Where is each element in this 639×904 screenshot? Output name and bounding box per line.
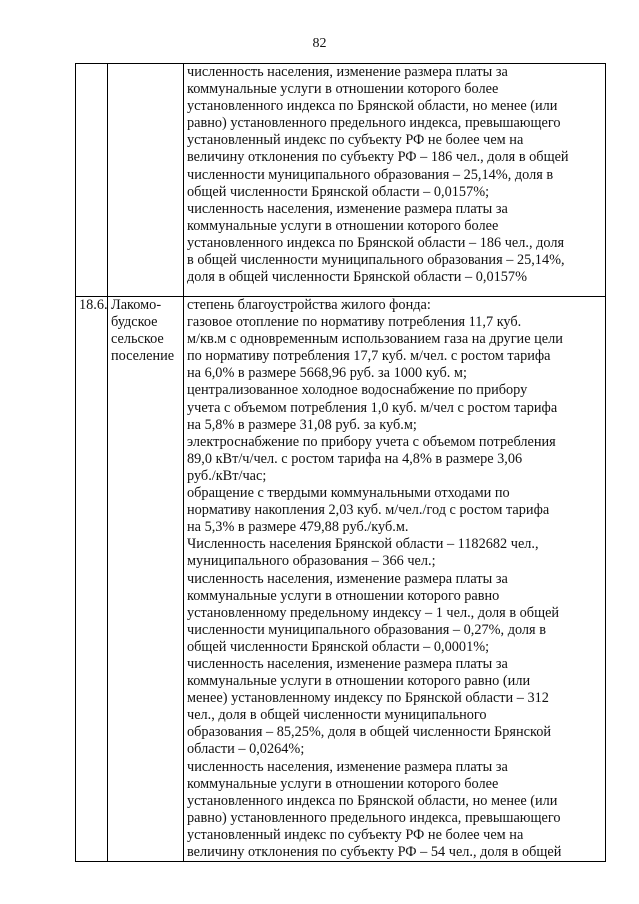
text-line: на 5,8% в размере 31,08 руб. за куб.м; xyxy=(187,416,417,433)
text-line: области – 0,0264%; xyxy=(187,741,305,758)
table-row xyxy=(76,64,606,297)
text-line: 89,0 кВт/ч/чел. с ростом тарифа на 4,8% в размере 3,06 xyxy=(187,450,523,467)
municipality-name-line: поселение xyxy=(111,348,175,365)
text-line: численность населения, изменение размера платы за xyxy=(187,64,508,80)
page-number: 82 xyxy=(312,36,327,51)
text-line: установленный индекс по субъекту РФ не более чем на xyxy=(187,132,524,149)
text-line: численность населения, изменение размера платы за xyxy=(187,758,508,775)
municipality-name-line: сельское xyxy=(111,331,164,348)
text-line: общей численности Брянской области – 0,0001%; xyxy=(187,638,490,655)
text-line: электроснабжение по прибору учета с объемом потребления xyxy=(187,433,556,450)
text-line: численность населения, изменение размера платы за xyxy=(187,570,508,587)
text-line: установленный индекс по субъекту РФ не более чем на xyxy=(187,826,524,843)
text-line: равно) установленного предельного индекса, превышающего xyxy=(187,115,561,132)
text-line: величину отклонения по субъекту РФ – 186 чел., доля в общей xyxy=(187,149,569,166)
document-table xyxy=(75,63,606,862)
text-line: нормативу накопления 2,03 куб. м/чел./год с ростом тарифа xyxy=(187,502,550,519)
text-line: общей численности Брянской области – 0,0157%; xyxy=(187,183,490,200)
table-row xyxy=(76,297,606,862)
text-line: учета с объемом потребления 1,0 куб. м/чел с ростом тарифа xyxy=(187,399,558,416)
text-line: централизованное холодное водоснабжение по прибору xyxy=(187,382,528,399)
text-line: по нормативу потребления 17,7 куб. м/чел. с ростом тарифа xyxy=(187,348,551,365)
text-line: на 5,3% в размере 479,88 руб./куб.м. xyxy=(187,519,409,536)
text-line: Численность населения Брянской области – 1182682 чел., xyxy=(187,536,539,553)
text-line: руб./кВт/час; xyxy=(187,467,267,484)
text-line: муниципального образования – 366 чел.; xyxy=(187,553,436,570)
text-line: численности муниципального образования – 25,14%, доля в xyxy=(187,166,554,183)
text-line: менее) установленному индексу по Брянской области – 312 xyxy=(187,690,549,707)
text-line: обращение с твердыми коммунальными отходами по xyxy=(187,485,510,502)
text-line: установленному предельному индексу – 1 чел., доля в общей xyxy=(187,604,560,621)
text-line: доля в общей численности Брянской области – 0,0157% xyxy=(187,269,527,286)
text-line: степень благоустройства жилого фонда: xyxy=(187,297,431,313)
text-line: чел., доля в общей численности муниципального xyxy=(187,707,487,724)
text-line: равно) установленного предельного индекса, превышающего xyxy=(187,809,561,826)
text-line: установленного индекса по Брянской области – 186 чел., доля xyxy=(187,234,565,251)
text-line: установленного индекса по Брянской области, но менее (или xyxy=(187,792,558,809)
text-line: в общей численности муниципального образования – 25,14%, xyxy=(187,252,565,269)
text-line: численность населения, изменение размера платы за xyxy=(187,200,508,217)
text-line: коммунальные услуги в отношении которого более xyxy=(187,775,499,792)
text-line: коммунальные услуги в отношении которого равно (или xyxy=(187,673,531,690)
municipality-name-cell xyxy=(108,297,184,862)
municipality-name-line: будское xyxy=(111,314,158,331)
description-cell xyxy=(184,297,606,862)
text-line: коммунальные услуги в отношении которого равно xyxy=(187,587,500,604)
text-line: коммунальные услуги в отношении которого более xyxy=(187,217,499,234)
text-line: коммунальные услуги в отношении которого более xyxy=(187,81,499,98)
text-line: величину отклонения по субъекту РФ – 54 чел., доля в общей xyxy=(187,844,562,860)
text-line: на 6,0% в размере 5668,96 руб. за 1000 куб. м; xyxy=(187,365,467,382)
text-line: образования – 85,25%, доля в общей численности Брянской xyxy=(187,724,552,741)
text-line: численность населения, изменение размера платы за xyxy=(187,655,508,672)
text-line: установленного индекса по Брянской области, но менее (или xyxy=(187,98,558,115)
municipality-name-cell xyxy=(108,64,184,297)
row-number-cell xyxy=(76,64,108,297)
municipality-name-line: Лакомо- xyxy=(111,297,162,313)
row-number-cell: 18.6. xyxy=(76,297,108,862)
text-line: численности муниципального образования – 0,27%, доля в xyxy=(187,621,546,638)
description-cell xyxy=(184,64,606,297)
text-line: газовое отопление по нормативу потребления 11,7 куб. xyxy=(187,314,522,331)
text-line: м/кв.м с одновременным использованием газа на другие цели xyxy=(187,331,563,348)
